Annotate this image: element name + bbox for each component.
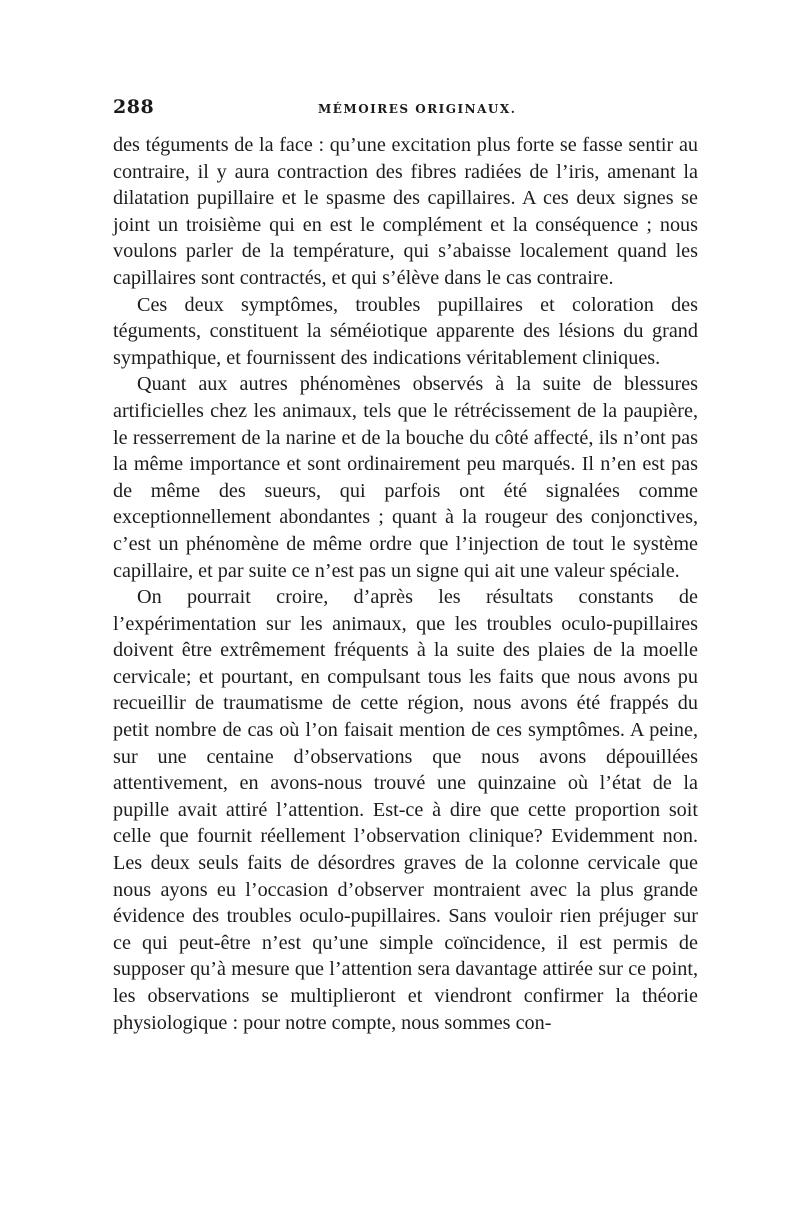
paragraph-1: des téguments de la face : qu’une excitation plus forte se fasse sentir au contraire, il y aura contraction des fibres radiées de l’iris, amenant la dilatation pupillaire et le spasme des capillaires. A ces deux signes se joint un troisième qui en est le complément et la conséquence ; nous voulons parler de la température, qui s’abaisse localement quand les capillaires sont contractés, et qui s’élève dans le cas contraire. bbox=[113, 134, 698, 289]
page-number: 288 bbox=[113, 96, 155, 118]
paragraph-4: On pourrait croire, d’après les résultats constants de l’expérimentation sur les animaux, que les troubles oculo-pupillaires doivent être extrêmement fréquents à la suite des plaies de la moelle cervicale; et pourtant, en compulsant tous les faits que nous avons pu recueillir de traumatisme de cette région, nous avons été frappés du petit nombre de cas où l’on faisait mention de ces symptômes. A peine, sur une centaine d’observations que nous avons dépouillées attentivement, en avons-nous trouvé une quinzaine où l’état de la pupille avait attiré l’attention. Est-ce à dire que cette proportion soit celle que fournit réellement l’observation clinique? Evidemment non. Les deux seuls faits de désordres graves de la colonne cervicale que nous ayons eu l’occasion d’observer montraient avec la plus grande évidence des troubles oculo-pupillaires. Sans vouloir rien préjuger sur ce qui peut-être n’est qu’une simple coïncidence, il est permis de supposer qu’à mesure que l’attention sera davantage attirée sur ce point, les observations se multiplieront et viendront confirmer la théorie physiologique : pour notre compte, nous sommes con- bbox=[113, 586, 698, 1034]
paragraph-3: Quant aux autres phénomènes observés à la suite de blessures artificielles chez les animaux, tels que le rétrécissement de la paupière, le resserrement de la narine et de la bouche du côté affecté, ils n’ont pas la même importance et sont ordinairement peu marqués. Il n’en est pas de même des sueurs, qui parfois ont été signalées comme exceptionnellement abondantes ; quant à la rougeur des conjonctives, c’est un phénomène de même ordre que l’injection de tout le système capillaire, et par suite ce n’est pas un signe qui ait une valeur spéciale. bbox=[113, 373, 698, 582]
paragraph-2: Ces deux symptômes, troubles pupillaires et coloration des téguments, constituent la séméiotique apparente des lésions du grand sympathique, et fournissent des indications véritablement cliniques. bbox=[113, 293, 698, 369]
running-head: MÉMOIRES ORIGINAUX. bbox=[318, 102, 517, 116]
page-header bbox=[113, 96, 698, 124]
body-text bbox=[113, 132, 698, 1036]
